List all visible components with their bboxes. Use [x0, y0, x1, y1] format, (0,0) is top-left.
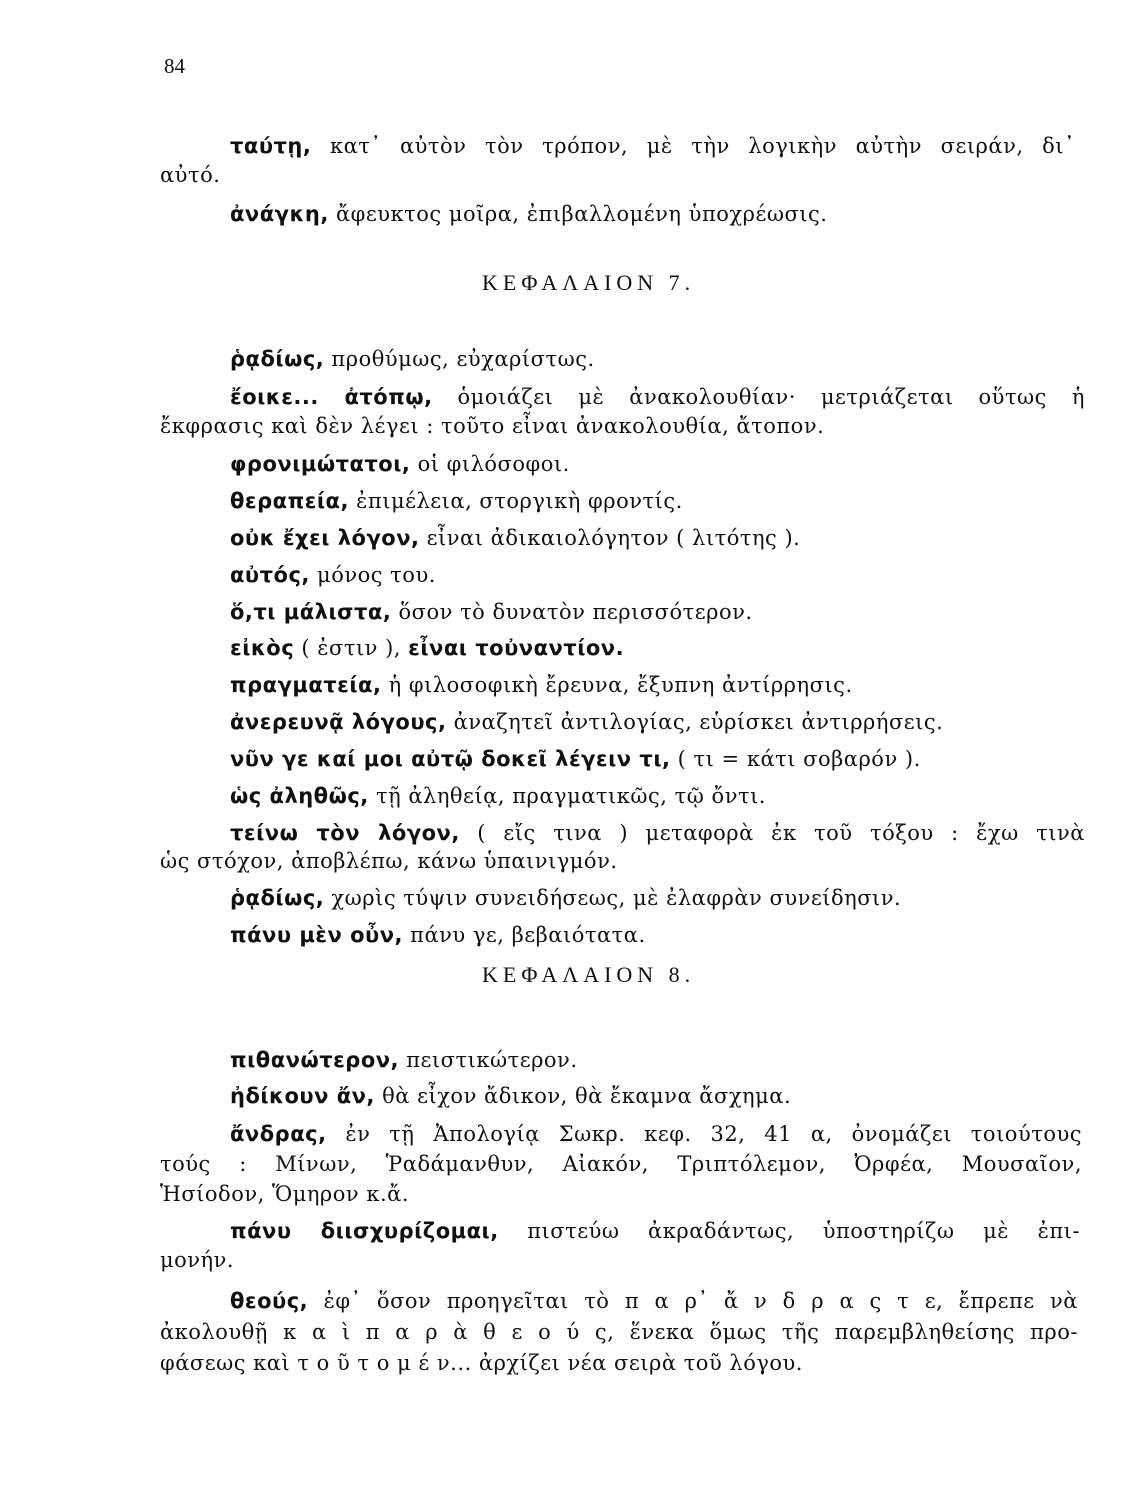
glossary-line: [160, 1349, 803, 1377]
glossary-term: εἰκὸς: [230, 636, 295, 660]
glossary-definition: ἐν τῇ Ἀπολογίᾳ Σωκρ. κεφ. 32, 41 α, ὀνομάζει τοιούτους: [326, 1122, 1082, 1146]
glossary-line: [160, 1150, 1082, 1178]
glossary-term-secondary: εἶναι τοὐναντίον.: [408, 636, 625, 660]
glossary-line: [230, 745, 921, 773]
glossary-line: [230, 1120, 1082, 1148]
glossary-term: ῥᾳδίως,: [230, 886, 325, 910]
glossary-line: [230, 884, 901, 912]
glossary-term: πάνυ μὲν οὖν,: [230, 923, 403, 947]
glossary-line: [230, 561, 436, 589]
glossary-definition: θὰ εἶχον ἄδικον, θὰ ἔκαμνα ἄσχημα.: [374, 1084, 792, 1108]
glossary-line: [230, 450, 570, 478]
glossary-line: [230, 487, 683, 515]
glossary-definition: ἐπιμέλεια, στοργικὴ φροντίς.: [348, 489, 683, 513]
glossary-definition: ἄφευκτος μοῖρα, ἐπιβαλλομένη ὑποχρέωσις.: [328, 202, 828, 226]
glossary-definition: φάσεως καὶ τ ο ῦ τ ο μ έ ν... ἀρχίζει νέα σειρὰ τοῦ λόγου.: [160, 1351, 803, 1375]
glossary-definition: πιστεύω ἀκραδάντως, ὑποστηρίζω μὲ ἐπι-: [498, 1219, 1080, 1243]
glossary-definition: εἶναι ἀδικαιολόγητον ( λιτότης ).: [419, 526, 801, 550]
glossary-term: τείνω τὸν λόγον,: [230, 821, 460, 845]
glossary-line: [160, 1180, 409, 1208]
glossary-line: [230, 1046, 578, 1074]
glossary-definition: ἀναζητεῖ ἀντιλογίας, εὑρίσκει ἀντιρρήσεις.: [446, 710, 944, 734]
glossary-definition: μόνος του.: [309, 563, 436, 587]
chapter-heading-8: ΚΕΦΑΛΑΙΟΝ 8.: [482, 962, 696, 987]
glossary-line: [230, 598, 753, 626]
glossary-line: [230, 1217, 1080, 1245]
glossary-definition: οἱ φιλόσοφοι.: [410, 452, 570, 476]
glossary-term: θεούς,: [230, 1289, 309, 1313]
glossary-definition: ( εἴς τινα ) μεταφορὰ ἐκ τοῦ τόξου : ἔχω τινὰ: [459, 821, 1085, 845]
glossary-line: [160, 1246, 234, 1274]
glossary-line: [230, 200, 827, 228]
glossary-term: ἔοικε... ἀτόπῳ,: [230, 385, 433, 409]
glossary-line: [230, 1082, 791, 1110]
glossary-definition: ( τι = κάτι σοβαρόν ).: [670, 747, 921, 771]
glossary-definition: πάνυ γε, βεβαιότατα.: [402, 923, 646, 947]
glossary-term: ἀνάγκη,: [230, 202, 329, 226]
glossary-definition: κατ᾽ αὐτὸν τὸν τρόπον, μὲ τὴν λογικὴν αὐτὴν σειράν, δι᾽: [311, 134, 1075, 158]
glossary-term: ταύτῃ,: [230, 134, 312, 158]
glossary-line: [230, 708, 943, 736]
glossary-line: [230, 524, 800, 552]
glossary-definition: πειστικώτερον.: [399, 1048, 578, 1072]
glossary-definition: ἐφ᾽ ὅσον προηγεῖται τὸ π α ρ᾽ ἄ ν δ ρ α ς τ ε, ἔπρεπε νὰ: [308, 1289, 1078, 1313]
glossary-term: φρονιμώτατοι,: [230, 452, 411, 476]
glossary-definition: προθύμως, εὐχαρίστως.: [324, 347, 595, 371]
glossary-line: [230, 819, 1085, 847]
glossary-term: θεραπεία,: [230, 489, 349, 513]
glossary-definition: ἡ φιλοσοφικὴ ἔρευνα, ἔξυπνη ἀντίρρησις.: [381, 673, 853, 697]
glossary-definition: Ἡσίοδον, Ὅμηρον κ.ἄ.: [160, 1182, 410, 1206]
glossary-line: [160, 412, 824, 440]
chapter-heading-7: ΚΕΦΑΛΑΙΟΝ 7.: [482, 270, 696, 295]
glossary-definition: αὐτό.: [160, 163, 221, 187]
glossary-term: ὡς ἀληθῶς,: [230, 784, 369, 808]
glossary-term: ἀνερευνᾷ λόγους,: [230, 710, 447, 734]
glossary-line: [230, 132, 1075, 160]
glossary-line: [230, 782, 766, 810]
glossary-line: [230, 921, 646, 949]
glossary-term: ῥᾳδίως,: [230, 347, 325, 371]
glossary-line: [230, 634, 624, 662]
glossary-definition: τούς : Μίνων, Ῥαδάμανθυν, Αἰακόν, Τριπτόλεμον, Ὀρφέα, Μουσαῖον,: [160, 1152, 1082, 1176]
glossary-term: οὐκ ἔχει λόγον,: [230, 526, 420, 550]
glossary-term: αὐτός,: [230, 563, 310, 587]
glossary-definition: ἔκφρασις καὶ δὲν λέγει : τοῦτο εἶναι ἀνακολουθία, ἄτοπον.: [160, 414, 825, 438]
glossary-definition: ὅσον τὸ δυνατὸν περισσότερον.: [391, 600, 753, 624]
glossary-definition: ἀκολουθῇ κ α ὶ π α ρ ὰ θ ε ο ύ ς, ἕνεκα ὅμως τῆς παρεμβληθείσης προ-: [160, 1320, 1078, 1344]
glossary-term: ἠδίκουν ἄν,: [230, 1084, 375, 1108]
glossary-line: [230, 671, 853, 699]
glossary-term: νῦν γε καί μοι αὐτῷ δοκεῖ λέγειν τι,: [230, 747, 671, 771]
glossary-term: πραγματεία,: [230, 673, 382, 697]
page-number: 84: [164, 54, 185, 78]
glossary-term: πιθανώτερον,: [230, 1048, 400, 1072]
glossary-definition: ὁμοιάζει μὲ ἀνακολουθίαν· μετριάζεται οὕτως ἡ: [432, 385, 1085, 409]
glossary-term: ὅ,τι μάλιστα,: [230, 600, 392, 624]
glossary-definition: χωρὶς τύψιν συνειδήσεως, μὲ ἐλαφρὰν συνείδησιν.: [324, 886, 902, 910]
glossary-definition: ὡς στόχον, ἀποβλέπω, κάνω ὑπαινιγμόν.: [160, 849, 618, 873]
glossary-definition: τῇ ἀληθείᾳ, πραγματικῶς, τῷ ὄντι.: [368, 784, 766, 808]
glossary-line: [230, 383, 1085, 411]
glossary-term: πάνυ διισχυρίζομαι,: [230, 1219, 499, 1243]
glossary-line: [160, 161, 220, 189]
glossary-definition: μονήν.: [160, 1248, 235, 1272]
glossary-line: [230, 1287, 1078, 1315]
glossary-line: [230, 345, 595, 373]
glossary-term: ἄνδρας,: [230, 1122, 327, 1146]
glossary-line: [160, 1318, 1078, 1346]
glossary-line: [160, 847, 618, 875]
glossary-definition: ( ἐστιν ),: [294, 636, 409, 660]
